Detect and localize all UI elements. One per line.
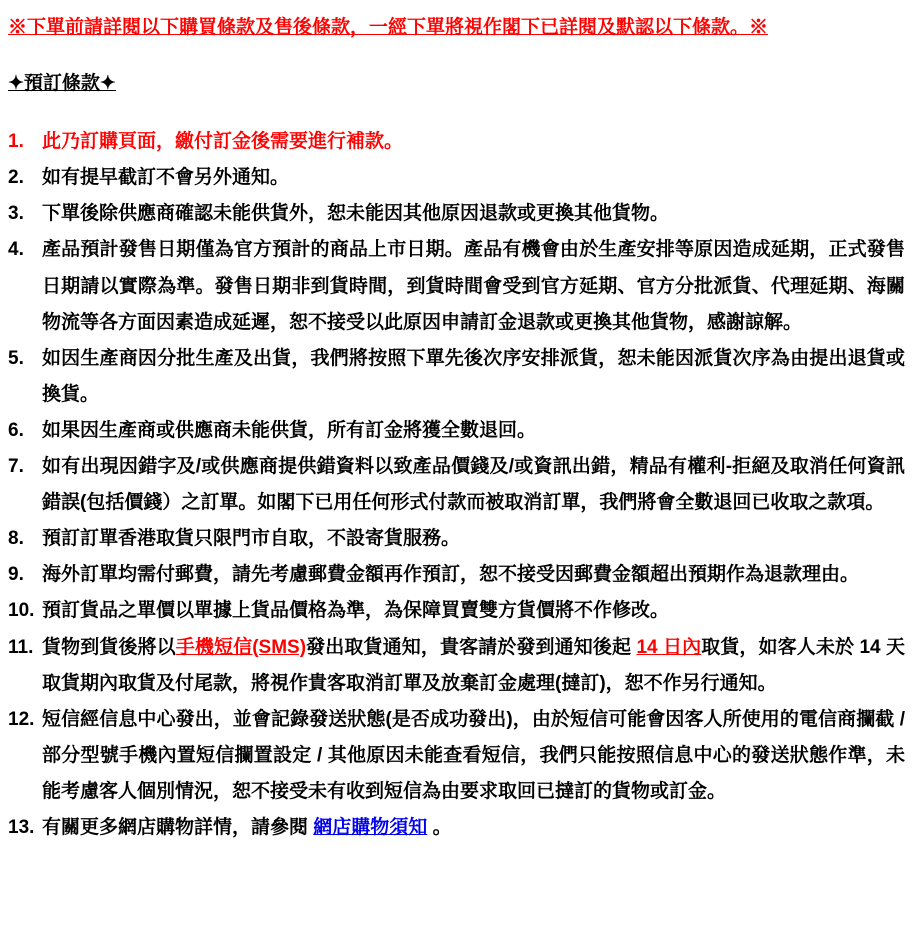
term-text <box>42 702 905 810</box>
term-number: 1. <box>8 131 24 153</box>
term-item <box>8 449 905 521</box>
term-text-segment: 如果因生產商或供應商未能供貨，所有訂金將獲全數退回。 <box>42 419 537 441</box>
term-text-segment: 如因生產商因分批生產及出貨，我們將按照下單先後次序安排派貨，恕未能因派貨次序為由提出退貨或換貨。 <box>42 347 905 405</box>
term-text-segment: 取貨，如客人未於 14 天取貨期內取貨及付尾款，將視作貴客取消訂單及放棄訂金處理(撻訂)，恕不作另行通知。 <box>42 636 905 694</box>
section-title: ✦預訂條款✦ <box>8 73 116 95</box>
store-shopping-notice-link[interactable]: 網店購物須知 <box>313 816 428 838</box>
term-text-segment: 下單後除供應商確認未能供貨外，恕未能因其他原因退款或更換其他貨物。 <box>42 203 670 225</box>
term-text-segment: 發出取貨通知，貴客請於發到通知後起 <box>306 636 637 658</box>
term-item <box>8 232 905 340</box>
term-number: 2. <box>8 167 24 189</box>
term-item <box>8 413 905 449</box>
term-text <box>42 232 905 340</box>
term-text-segment: 預訂貨品之單價以單據上貨品價格為準，為保障買賣雙方貨價將不作修改。 <box>42 600 670 622</box>
term-number: 12. <box>8 708 35 730</box>
term-text <box>42 521 905 557</box>
term-number: 9. <box>8 564 24 586</box>
term-text-segment: 貨物到貨後將以 <box>42 636 176 658</box>
highlighted-text-segment: 手機短信(SMS) <box>175 636 307 658</box>
term-text-segment: 產品預計發售日期僅為官方預計的商品上市日期。產品有機會由於生產安排等原因造成延期，正式發售日期請以實際為準。發售日期非到貨時間，到貨時間會受到官方延期、官方分批派貨、代理延期、海關物流等各方面因素造成延遲，恕不接受以此原因申請訂金退款或更換其他貨物，感謝諒解。 <box>42 239 905 333</box>
term-item <box>8 521 905 557</box>
term-item <box>8 160 905 196</box>
term-text <box>42 160 905 196</box>
term-text-segment: 此乃訂購頁面，繳付訂金後需要進行補款。 <box>42 131 404 153</box>
term-text-segment: 有關更多網店購物詳情，請參閱 <box>42 816 314 838</box>
term-number: 11. <box>8 636 34 658</box>
term-item <box>8 557 905 593</box>
term-number: 6. <box>8 419 24 441</box>
term-text <box>42 341 905 413</box>
term-text-segment: 如有出現因錯字及/或供應商提供錯資料以致產品價錢及/或資訊出錯，精品有權利-拒絕及取消任何資訊錯誤(包括價錢）之訂單。如閣下已用任何形式付款而被取消訂單，我們將會全數退回已收取之款項。 <box>42 456 905 514</box>
term-item <box>8 196 905 232</box>
term-item <box>8 810 905 846</box>
term-item <box>8 593 905 629</box>
term-text <box>42 593 905 629</box>
terms-list <box>8 124 905 846</box>
term-text <box>42 196 905 232</box>
term-item <box>8 341 905 413</box>
purchase-warning-text: ※下單前請詳閱以下購買條款及售後條款，一經下單將視作閣下已詳閱及默認以下條款。※ <box>8 17 769 38</box>
term-text-segment: 如有提早截訂不會另外通知。 <box>42 167 290 189</box>
term-text-segment: 。 <box>427 816 452 838</box>
term-number: 10. <box>8 600 35 622</box>
highlighted-text-segment: 14 日內 <box>636 636 702 658</box>
term-text <box>42 810 905 846</box>
term-text-segment: 海外訂單均需付郵費，請先考慮郵費金額再作預訂，恕不接受因郵費金額超出預期作為退款理由。 <box>42 564 860 586</box>
term-text <box>42 449 905 521</box>
term-number: 8. <box>8 528 24 550</box>
term-number: 4. <box>8 239 24 261</box>
term-text-segment: 預訂訂單香港取貨只限門市自取，不設寄貨服務。 <box>42 528 461 550</box>
term-item <box>8 124 905 160</box>
term-number: 13. <box>8 816 35 838</box>
term-text <box>42 124 905 160</box>
term-text <box>42 413 905 449</box>
term-item <box>8 702 905 810</box>
term-text <box>42 630 905 702</box>
term-number: 7. <box>8 456 24 478</box>
term-text-segment: 短信經信息中心發出，並會記錄發送狀態(是否成功發出)，由於短信可能會因客人所使用的電信商攔截 / 部分型號手機內置短信攔置設定 / 其他原因未能查看短信，我們只能按照信息中心的發送狀態作準，未能考慮客人個別情況，恕不接受未有收到短信為由要求取回已撻訂的貨物或訂金。 <box>42 708 905 802</box>
term-number: 5. <box>8 347 24 369</box>
term-item <box>8 630 905 702</box>
term-number: 3. <box>8 203 24 225</box>
term-text <box>42 557 905 593</box>
